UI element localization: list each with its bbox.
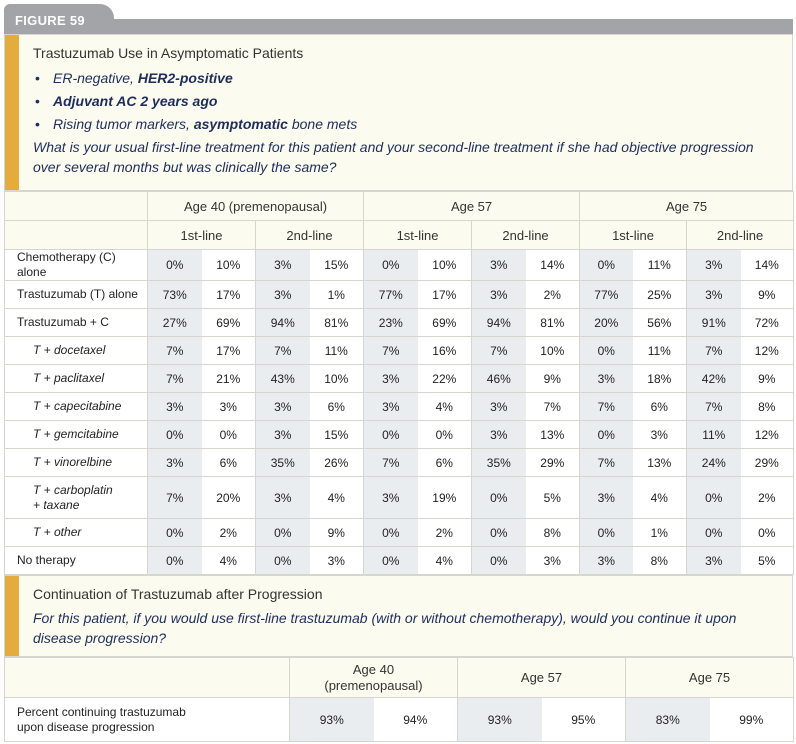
value-cell: 3%	[526, 547, 580, 575]
value-cell: 94%	[256, 309, 310, 337]
value-cell: 0%	[148, 421, 202, 449]
table-row	[5, 519, 794, 547]
row-label: T + other	[5, 519, 148, 547]
value-cell: 7%	[148, 337, 202, 365]
value-cell: 7%	[364, 337, 418, 365]
value-cell: 3%	[364, 393, 418, 421]
value-cell: 81%	[526, 309, 580, 337]
value-cell: 93%	[458, 698, 542, 742]
value-cell: 8%	[633, 547, 687, 575]
value-cell: 1%	[310, 281, 364, 309]
value-cell: 15%	[310, 421, 364, 449]
age-group-header: Age 40 (premenopausal)	[148, 192, 364, 221]
accent-bar	[5, 35, 19, 190]
bullet-item: • Rising tumor markers, asymptomatic bone mets	[33, 113, 782, 136]
value-cell: 0%	[148, 519, 202, 547]
value-cell: 95%	[542, 698, 626, 742]
value-cell: 6%	[418, 449, 472, 477]
value-cell: 23%	[364, 309, 418, 337]
value-cell: 13%	[526, 421, 580, 449]
line-header: 2nd-line	[687, 221, 794, 250]
value-cell: 3%	[687, 281, 741, 309]
value-cell: 93%	[290, 698, 374, 742]
value-cell: 20%	[202, 477, 256, 519]
value-cell: 17%	[418, 281, 472, 309]
value-cell: 0%	[256, 547, 310, 575]
value-cell: 46%	[472, 365, 526, 393]
value-cell: 0%	[148, 250, 202, 281]
table-row	[5, 547, 794, 575]
value-cell: 11%	[310, 337, 364, 365]
section-continuation-panel	[4, 575, 793, 657]
row-label: T + paclitaxel	[5, 365, 148, 393]
value-cell: 7%	[148, 477, 202, 519]
value-cell: 20%	[580, 309, 633, 337]
value-cell: 3%	[256, 477, 310, 519]
value-cell: 14%	[526, 250, 580, 281]
continuation-table	[4, 657, 794, 742]
value-cell: 14%	[741, 250, 794, 281]
treatment-table-body	[5, 250, 794, 575]
value-cell: 77%	[364, 281, 418, 309]
section-question: What is your usual first-line treatment for this patient and your second-line treatment if she had objective progression over several months but was clinically the same?	[33, 139, 754, 175]
value-cell: 6%	[202, 449, 256, 477]
row-label: Trastuzumab + C	[5, 309, 148, 337]
table-row	[5, 250, 794, 281]
value-cell: 3%	[256, 421, 310, 449]
table-row	[5, 337, 794, 365]
value-cell: 12%	[741, 421, 794, 449]
value-cell: 77%	[580, 281, 633, 309]
value-cell: 81%	[310, 309, 364, 337]
value-cell: 10%	[310, 365, 364, 393]
value-cell: 83%	[626, 698, 710, 742]
value-cell: 3%	[148, 393, 202, 421]
section-title: Trastuzumab Use in Asymptomatic Patients	[33, 45, 304, 61]
table-row	[5, 421, 794, 449]
value-cell: 3%	[472, 421, 526, 449]
value-cell: 0%	[580, 421, 633, 449]
value-cell: 4%	[418, 393, 472, 421]
value-cell: 7%	[580, 393, 633, 421]
value-cell: 3%	[202, 393, 256, 421]
value-cell: 0%	[687, 477, 741, 519]
value-cell: 7%	[472, 337, 526, 365]
value-cell: 3%	[633, 421, 687, 449]
value-cell: 3%	[148, 449, 202, 477]
value-cell: 3%	[472, 393, 526, 421]
age-group-header: Age 40 (premenopausal)	[290, 658, 458, 698]
value-cell: 24%	[687, 449, 741, 477]
value-cell: 3%	[310, 547, 364, 575]
value-cell: 0%	[580, 250, 633, 281]
value-cell: 19%	[418, 477, 472, 519]
line-header: 2nd-line	[472, 221, 580, 250]
corner-cell	[5, 658, 290, 698]
value-cell: 99%	[710, 698, 794, 742]
table-row	[5, 365, 794, 393]
bullet-item: • Adjuvant AC 2 years ago	[33, 90, 782, 113]
value-cell: 0%	[364, 250, 418, 281]
value-cell: 0%	[580, 337, 633, 365]
value-cell: 0%	[256, 519, 310, 547]
line-header: 1st-line	[148, 221, 256, 250]
patient-bullets	[33, 67, 782, 136]
value-cell: 29%	[526, 449, 580, 477]
value-cell: 7%	[364, 449, 418, 477]
value-cell: 9%	[741, 365, 794, 393]
value-cell: 9%	[310, 519, 364, 547]
row-label: Trastuzumab (T) alone	[5, 281, 148, 309]
age-group-header: Age 75	[580, 192, 794, 221]
value-cell: 10%	[418, 250, 472, 281]
value-cell: 0%	[741, 519, 794, 547]
value-cell: 0%	[202, 421, 256, 449]
value-cell: 7%	[526, 393, 580, 421]
bullet-item: • ER-negative, HER2-positive	[33, 67, 782, 90]
value-cell: 3%	[472, 281, 526, 309]
value-cell: 8%	[526, 519, 580, 547]
value-cell: 3%	[687, 547, 741, 575]
value-cell: 7%	[687, 393, 741, 421]
value-cell: 91%	[687, 309, 741, 337]
value-cell: 26%	[310, 449, 364, 477]
value-cell: 7%	[580, 449, 633, 477]
table-row	[5, 477, 794, 519]
value-cell: 0%	[687, 519, 741, 547]
age-group-header: Age 57	[458, 658, 626, 698]
value-cell: 43%	[256, 365, 310, 393]
value-cell: 0%	[364, 547, 418, 575]
value-cell: 3%	[580, 477, 633, 519]
row-label: No therapy	[5, 547, 148, 575]
value-cell: 3%	[580, 365, 633, 393]
corner-cell	[5, 221, 148, 250]
value-cell: 0%	[364, 421, 418, 449]
line-header: 1st-line	[580, 221, 687, 250]
value-cell: 12%	[741, 337, 794, 365]
corner-cell	[5, 192, 148, 221]
value-cell: 9%	[526, 365, 580, 393]
value-cell: 3%	[256, 393, 310, 421]
value-cell: 3%	[580, 547, 633, 575]
value-cell: 3%	[364, 365, 418, 393]
value-cell: 0%	[580, 519, 633, 547]
value-cell: 13%	[633, 449, 687, 477]
value-cell: 7%	[148, 365, 202, 393]
row-label: T + docetaxel	[5, 337, 148, 365]
value-cell: 3%	[256, 281, 310, 309]
value-cell: 2%	[526, 281, 580, 309]
row-label: Chemotherapy (C) alone	[5, 250, 148, 281]
value-cell: 2%	[741, 477, 794, 519]
value-cell: 5%	[526, 477, 580, 519]
value-cell: 25%	[633, 281, 687, 309]
value-cell: 6%	[310, 393, 364, 421]
value-cell: 1%	[633, 519, 687, 547]
value-cell: 22%	[418, 365, 472, 393]
value-cell: 0%	[418, 421, 472, 449]
value-cell: 10%	[202, 250, 256, 281]
value-cell: 3%	[687, 250, 741, 281]
row-label: Percent continuing trastuzumab upon disease progression	[5, 698, 290, 742]
section-asymptomatic-panel	[4, 34, 793, 191]
line-header: 1st-line	[364, 221, 472, 250]
value-cell: 69%	[202, 309, 256, 337]
value-cell: 11%	[633, 337, 687, 365]
value-cell: 11%	[687, 421, 741, 449]
line-header: 2nd-line	[256, 221, 364, 250]
value-cell: 4%	[310, 477, 364, 519]
section-title: Continuation of Trastuzumab after Progression	[33, 586, 323, 602]
treatment-table	[4, 191, 794, 575]
value-cell: 72%	[741, 309, 794, 337]
table-row	[5, 281, 794, 309]
row-label: T + gemcitabine	[5, 421, 148, 449]
value-cell: 9%	[741, 281, 794, 309]
value-cell: 42%	[687, 365, 741, 393]
value-cell: 3%	[256, 250, 310, 281]
value-cell: 73%	[148, 281, 202, 309]
row-label: T + capecitabine	[5, 393, 148, 421]
value-cell: 2%	[418, 519, 472, 547]
value-cell: 7%	[256, 337, 310, 365]
value-cell: 3%	[364, 477, 418, 519]
figure-label: FIGURE 59	[4, 4, 114, 34]
value-cell: 29%	[741, 449, 794, 477]
value-cell: 11%	[633, 250, 687, 281]
value-cell: 0%	[364, 519, 418, 547]
value-cell: 18%	[633, 365, 687, 393]
value-cell: 69%	[418, 309, 472, 337]
value-cell: 7%	[687, 337, 741, 365]
value-cell: 94%	[472, 309, 526, 337]
row-label: T + carboplatin + taxane	[5, 477, 148, 519]
value-cell: 8%	[741, 393, 794, 421]
row-label: T + vinorelbine	[5, 449, 148, 477]
value-cell: 10%	[526, 337, 580, 365]
value-cell: 16%	[418, 337, 472, 365]
section-question: For this patient, if you would use first-line trastuzumab (with or without chemotherapy), would you continue it upon disease progression?	[33, 610, 737, 646]
value-cell: 3%	[472, 250, 526, 281]
value-cell: 17%	[202, 337, 256, 365]
value-cell: 0%	[472, 477, 526, 519]
value-cell: 4%	[633, 477, 687, 519]
value-cell: 15%	[310, 250, 364, 281]
table-row	[5, 449, 794, 477]
value-cell: 35%	[472, 449, 526, 477]
value-cell: 35%	[256, 449, 310, 477]
age-group-header: Age 57	[364, 192, 580, 221]
figure-header-bar	[4, 19, 793, 34]
value-cell: 56%	[633, 309, 687, 337]
value-cell: 0%	[472, 547, 526, 575]
value-cell: 0%	[472, 519, 526, 547]
value-cell: 21%	[202, 365, 256, 393]
value-cell: 17%	[202, 281, 256, 309]
value-cell: 94%	[374, 698, 458, 742]
table-row	[5, 309, 794, 337]
value-cell: 0%	[148, 547, 202, 575]
value-cell: 6%	[633, 393, 687, 421]
value-cell: 27%	[148, 309, 202, 337]
table-row	[5, 393, 794, 421]
value-cell: 2%	[202, 519, 256, 547]
value-cell: 4%	[202, 547, 256, 575]
accent-bar	[5, 576, 19, 656]
value-cell: 5%	[741, 547, 794, 575]
age-group-header: Age 75	[626, 658, 794, 698]
value-cell: 4%	[418, 547, 472, 575]
